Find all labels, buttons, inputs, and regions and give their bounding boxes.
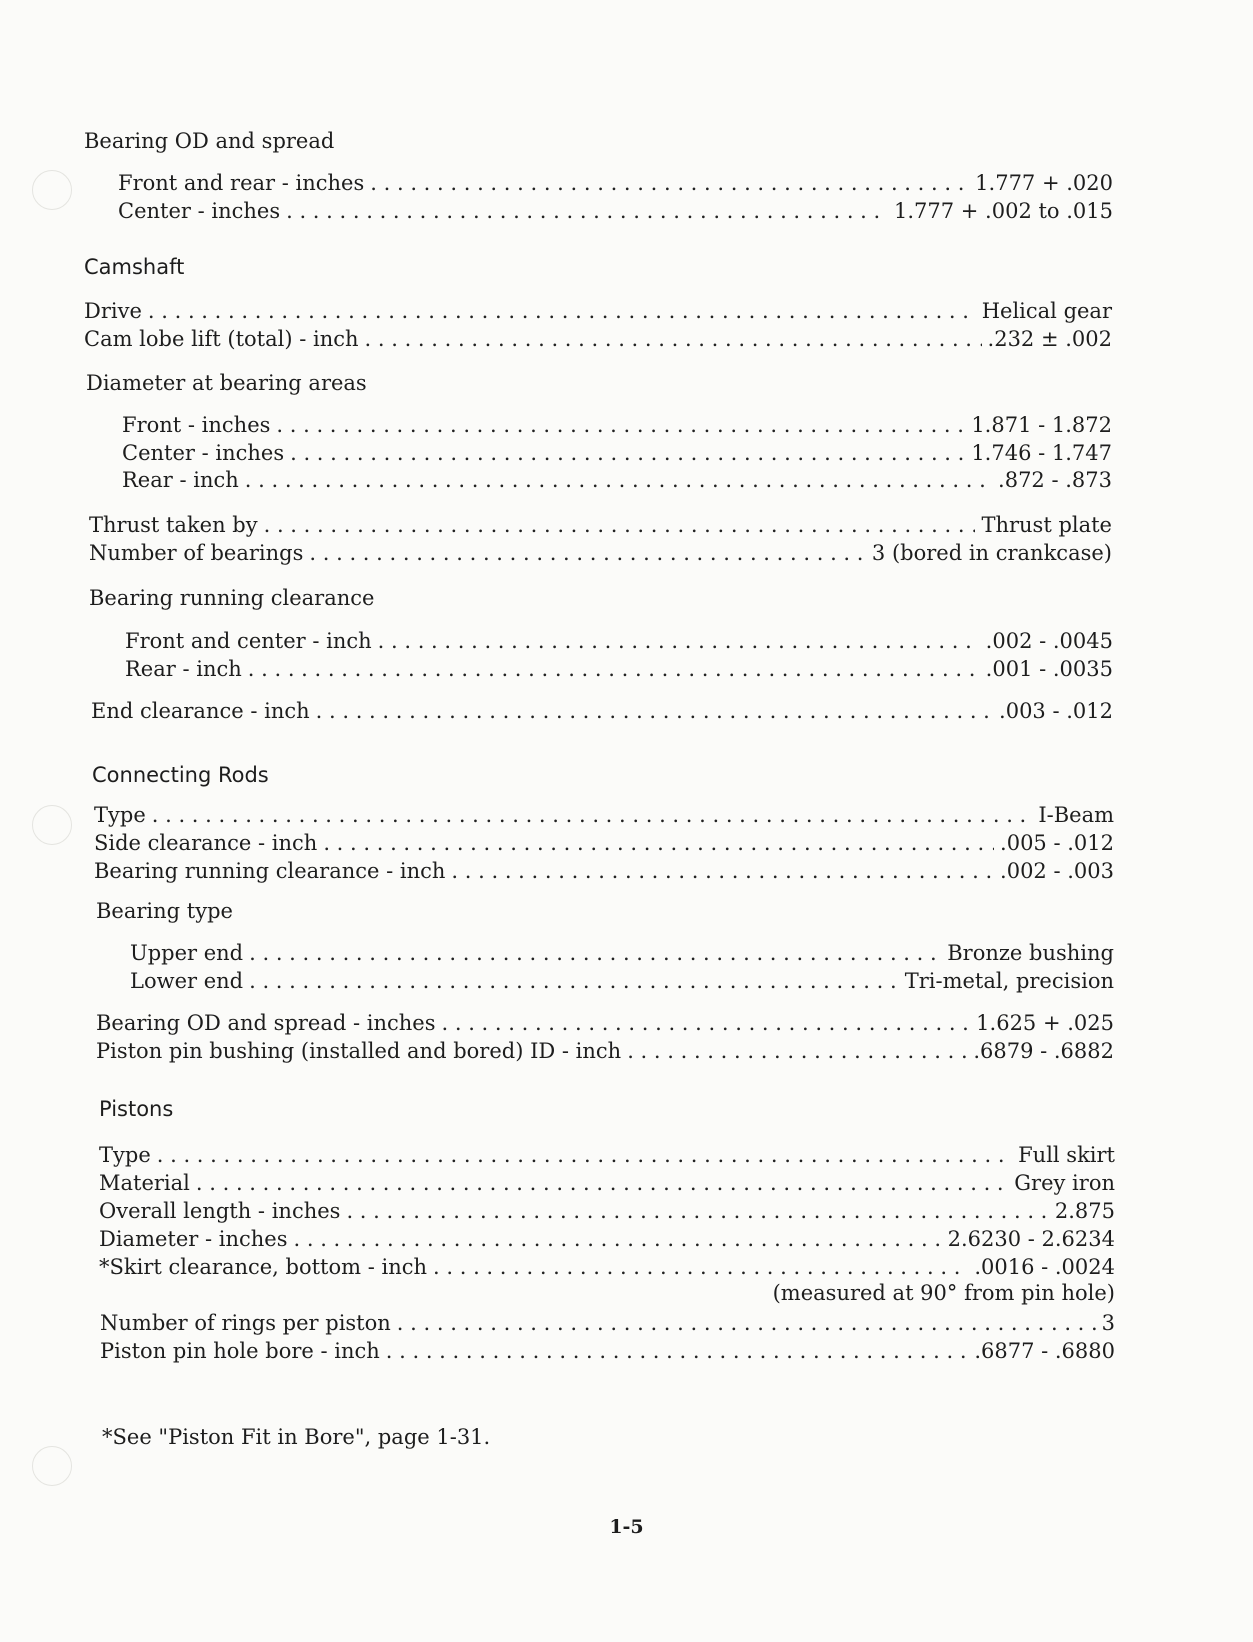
spec-row: [125, 628, 1113, 654]
spec-label: Cam lobe lift (total) - inch: [84, 327, 359, 351]
spec-label: Upper end: [130, 941, 244, 965]
spec-value: .0016 - .0024: [974, 1255, 1115, 1279]
spec-label: Front - inches: [122, 413, 271, 437]
punch-hole-top: [32, 170, 72, 210]
leader-dots: [378, 628, 980, 654]
spec-value: 1.625 + .025: [976, 1011, 1114, 1035]
leader-dots: [627, 1038, 967, 1064]
spec-value: 1.777 + .020: [975, 171, 1113, 195]
spec-value: 3 (bored in crankcase): [871, 541, 1112, 565]
spec-value: .6879 - .6882: [973, 1039, 1114, 1063]
spec-label: Side clearance - inch: [94, 831, 318, 855]
spec-row: [99, 1254, 1115, 1280]
spec-label: Overall length - inches: [99, 1199, 341, 1223]
leader-dots: [451, 858, 994, 884]
leader-dots: [276, 412, 965, 438]
leader-dots: [309, 540, 866, 566]
leader-dots: [286, 198, 888, 224]
spec-value: I-Beam: [1038, 803, 1114, 827]
section-heading-connecting-rods: Connecting Rods: [92, 763, 269, 787]
skirt-clearance-note: (measured at 90° from pin hole): [772, 1281, 1115, 1305]
spec-label: Material: [99, 1171, 190, 1195]
spec-row: [91, 698, 1113, 724]
spec-row: [118, 170, 1113, 196]
spec-label: Type: [94, 803, 146, 827]
leader-dots: [248, 656, 980, 682]
leader-dots: [152, 802, 1033, 828]
page-number: 1-5: [609, 1516, 644, 1538]
spec-row: [84, 298, 1112, 324]
spec-label: Rear - inch: [125, 657, 242, 681]
footnote: *See "Piston Fit in Bore", page 1-31.: [102, 1425, 491, 1449]
leader-dots: [196, 1170, 1008, 1196]
spec-value: .003 - .012: [999, 699, 1113, 723]
leader-dots: [346, 1198, 1048, 1224]
leader-dots: [294, 1226, 942, 1252]
spec-row: [96, 1038, 1114, 1064]
spec-row: [94, 858, 1114, 884]
spec-value: 1.777 + .002 to .015: [893, 199, 1113, 223]
spec-label: Piston pin hole bore - inch: [100, 1339, 380, 1363]
bearing-type-heading: Bearing type: [96, 899, 233, 923]
spec-label: Number of rings per piston: [100, 1311, 391, 1335]
diameter-heading: Diameter at bearing areas: [86, 371, 367, 395]
leader-dots: [290, 440, 965, 466]
spec-value: 2.875: [1054, 1199, 1115, 1223]
leader-dots: [157, 1142, 1012, 1168]
section-heading-pistons: Pistons: [99, 1097, 174, 1121]
spec-row: [100, 1310, 1115, 1336]
spec-label: Front and rear - inches: [118, 171, 365, 195]
spec-value: 1.871 - 1.872: [971, 413, 1112, 437]
spec-value: Thrust plate: [981, 513, 1112, 537]
leader-dots: [397, 1310, 1096, 1336]
spec-row: [118, 198, 1113, 224]
spec-label: Center - inches: [118, 199, 281, 223]
spec-label: *Skirt clearance, bottom - inch: [99, 1255, 428, 1279]
spec-row: [99, 1142, 1115, 1168]
spec-label: Front and center - inch: [125, 629, 372, 653]
spec-row: [99, 1226, 1115, 1252]
spec-value: 3: [1101, 1311, 1115, 1335]
spec-label: Rear - inch: [122, 468, 239, 492]
leader-dots: [365, 326, 982, 352]
spec-label: End clearance - inch: [91, 699, 310, 723]
spec-row: [84, 326, 1112, 352]
leader-dots: [249, 940, 941, 966]
section-heading-camshaft: Camshaft: [84, 255, 185, 279]
spec-row: [130, 968, 1114, 994]
spec-row: [94, 802, 1114, 828]
spec-value: Tri-metal, precision: [904, 969, 1114, 993]
spec-value: .005 - .012: [1000, 831, 1114, 855]
spec-label: Bearing running clearance - inch: [94, 859, 446, 883]
spec-row: [125, 656, 1113, 682]
bearing-od-heading: Bearing OD and spread: [84, 129, 335, 153]
spec-value: Full skirt: [1018, 1143, 1115, 1167]
spec-row: [99, 1170, 1115, 1196]
spec-label: Lower end: [130, 969, 244, 993]
leader-dots: [249, 968, 899, 994]
spec-label: Diameter - inches: [99, 1227, 288, 1251]
leader-dots: [323, 830, 994, 856]
spec-row: [122, 467, 1112, 493]
spec-value: .001 - .0035: [985, 657, 1113, 681]
spec-label: Piston pin bushing (installed and bored) ID - inch: [96, 1039, 622, 1063]
leader-dots: [148, 298, 976, 324]
leader-dots: [370, 170, 969, 196]
leader-dots: [264, 512, 976, 538]
spec-value: .002 - .0045: [985, 629, 1113, 653]
leader-dots: [433, 1254, 968, 1280]
leader-dots: [386, 1338, 969, 1364]
spec-row: [94, 830, 1114, 856]
leader-dots: [442, 1010, 971, 1036]
spec-row: [122, 412, 1112, 438]
spec-value: Helical gear: [981, 299, 1112, 323]
spec-value: 2.6230 - 2.6234: [947, 1227, 1115, 1251]
spec-label: Number of bearings: [89, 541, 304, 565]
spec-label: Thrust taken by: [89, 513, 258, 537]
spec-value: 1.746 - 1.747: [971, 441, 1112, 465]
punch-hole-middle: [32, 805, 72, 845]
spec-value: .232 ± .002: [987, 327, 1112, 351]
spec-label: Center - inches: [122, 441, 285, 465]
spec-row: [122, 440, 1112, 466]
spec-row: [96, 1010, 1114, 1036]
spec-row: [100, 1338, 1115, 1364]
spec-row: [89, 512, 1112, 538]
punch-hole-bottom: [32, 1446, 72, 1486]
spec-value: Grey iron: [1014, 1171, 1115, 1195]
spec-row: [130, 940, 1114, 966]
spec-row: [89, 540, 1112, 566]
leader-dots: [245, 467, 992, 493]
spec-value: .872 - .873: [998, 468, 1112, 492]
spec-row: [99, 1198, 1115, 1224]
spec-label: Bearing OD and spread - inches: [96, 1011, 436, 1035]
spec-label: Type: [99, 1143, 151, 1167]
spec-value: .6877 - .6880: [974, 1339, 1115, 1363]
clearance-heading: Bearing running clearance: [89, 586, 375, 610]
spec-value: Bronze bushing: [947, 941, 1114, 965]
leader-dots: [316, 698, 993, 724]
spec-value: .002 - .003: [1000, 859, 1114, 883]
spec-label: Drive: [84, 299, 142, 323]
